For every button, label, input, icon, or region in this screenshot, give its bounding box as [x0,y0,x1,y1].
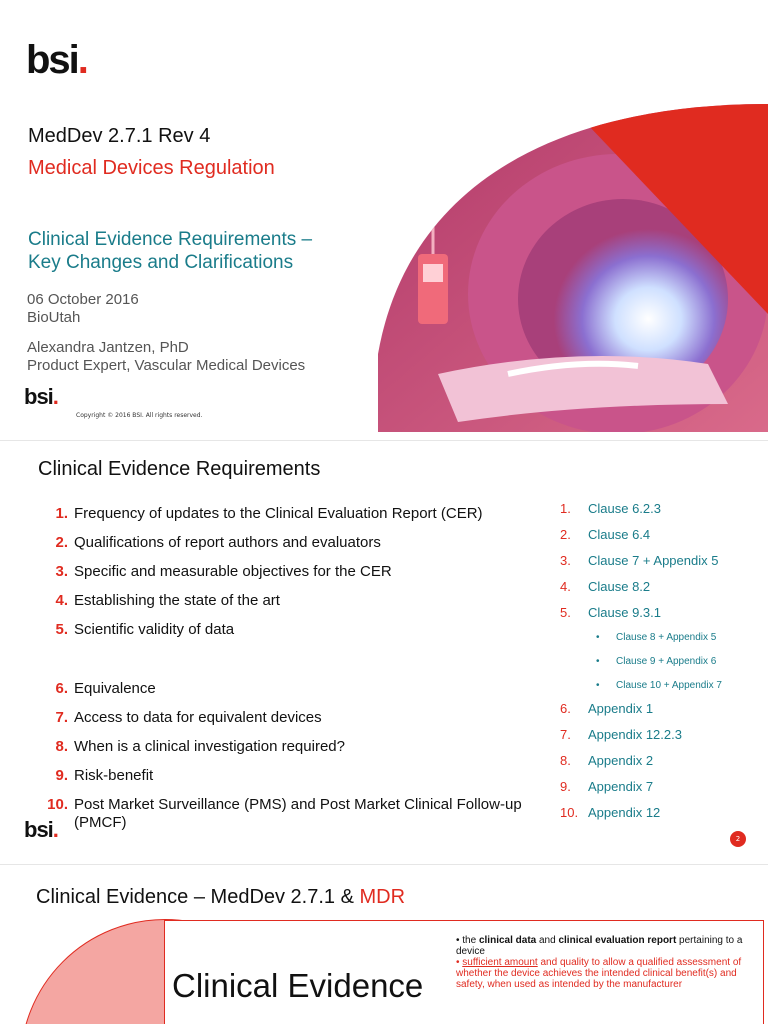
list-item: 4. Clause 8.2 [560,579,651,594]
list-item: 4. Establishing the state of the art [55,592,280,609]
presentation-date: 06 October 2016 BioUtah [27,291,139,326]
list-item: 3. Clause 7 + Appendix 5 [560,553,719,568]
clinical-evidence-slide [0,864,768,1024]
list-item: 7. Access to data for equivalent devices [55,709,322,726]
bsi-logo-small: bsi. [24,384,58,409]
definition-text: • the clinical data and clinical evaluation report pertaining to a device • sufficient amount and quality to allow a qualified assessment of whether the device achieves the intended clinical benefit(s) and safety, when used as intended by the manufacturer [456,935,743,990]
bsi-logo: bsi. [26,38,87,82]
list-item: 8. Appendix 2 [560,753,654,768]
list-item: 6. Appendix 1 [560,701,654,716]
presentation-title: MedDev 2.7.1 Rev 4 [28,125,211,147]
list-item: 10. Post Market Surveillance (PMS) and Post Market Clinical Follow-up (PMCF) [47,796,522,831]
copyright-notice: Copyright © 2016 BSI. All rights reserved. [76,412,203,419]
sub-list-item: • Clause 9 + Appendix 6 [596,656,717,667]
list-item: 5. Clause 9.3.1 [560,605,661,620]
list-item: 8. When is a clinical investigation required? [55,738,345,755]
slide-title: Clinical Evidence – MedDev 2.7.1 & MDR [36,886,406,908]
list-item: 6. Equivalence [55,680,156,697]
mri-scanner-image [378,104,768,432]
title-slide [0,0,768,432]
slide-title: Clinical Evidence Requirements [38,458,321,480]
list-item: 5. Scientific validity of data [55,621,235,638]
list-item: 3. Specific and measurable objectives for the CER [55,563,392,580]
requirements-slide [0,440,768,852]
bsi-logo-small: bsi. [24,817,58,842]
presentation-topic: Clinical Evidence Requirements – Key Changes and Clarifications [28,229,313,273]
sub-list-item: • Clause 8 + Appendix 5 [596,632,717,643]
list-item: 9. Appendix 7 [560,779,654,794]
list-item: 7. Appendix 12.2.3 [560,727,682,742]
list-item: 1. Clause 6.2.3 [560,501,661,516]
clinical-evidence-label: Clinical Evidence [172,967,424,1004]
list-item: 10. Appendix 12 [560,805,661,820]
page-number-badge: 2 [730,831,746,847]
presenter-info: Alexandra Jantzen, PhD Product Expert, Vascular Medical Devices [27,339,306,374]
sub-list-item: • Clause 10 + Appendix 7 [596,680,722,691]
list-item: 2. Clause 6.4 [560,527,651,542]
list-item: 1. Frequency of updates to the Clinical Evaluation Report (CER) [55,505,483,522]
presentation-subtitle: Medical Devices Regulation [28,157,275,179]
list-item: 2. Qualifications of report authors and evaluators [55,534,381,551]
list-item: 9. Risk-benefit [55,767,154,784]
